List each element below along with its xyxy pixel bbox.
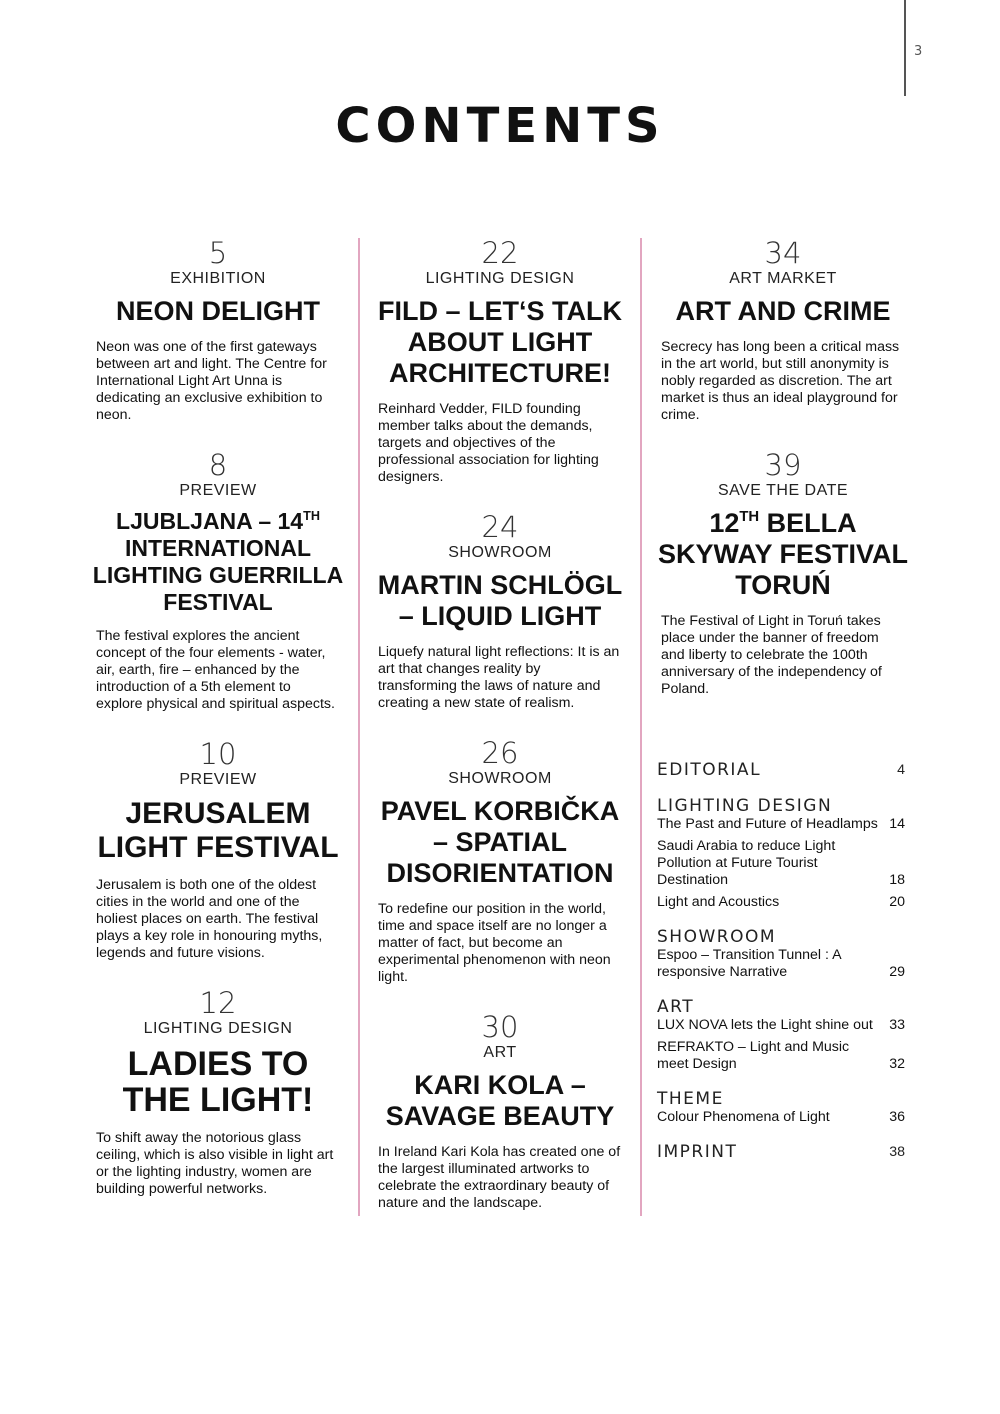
- article-headline[interactable]: FILD – LET‘S TALK ABOUT LIGHT ARCHITECTURE!: [378, 296, 622, 388]
- article-headline[interactable]: [657, 508, 909, 601]
- toc-list: [657, 760, 909, 1178]
- toc-item-title: Espoo – Transition Tunnel : A responsive Narrative: [657, 947, 841, 980]
- article-pavel-korbicka[interactable]: [374, 738, 626, 986]
- article-summary: In Ireland Kari Kola has created one of the largest illuminated artworks to celebrate the extraordinary beauty of nature and the landscape.: [378, 1144, 621, 1211]
- toc-section-art: [657, 997, 909, 1073]
- article-page-number: 24: [481, 510, 519, 544]
- page-title: CONTENTS: [335, 98, 665, 154]
- article-category: ART: [483, 1044, 517, 1061]
- article-kari-kola[interactable]: [374, 1012, 626, 1212]
- article-headline[interactable]: KARI KOLA – SAVAGE BEAUTY: [385, 1070, 615, 1131]
- article-page-number: 30: [481, 1010, 519, 1044]
- headline-superscript: TH: [303, 509, 320, 523]
- toc-item[interactable]: [657, 1039, 909, 1073]
- toc-section-editorial[interactable]: [657, 760, 909, 780]
- article-page-number: 12: [199, 986, 237, 1020]
- toc-page-number: 4: [897, 762, 905, 778]
- article-category: EXHIBITION: [170, 270, 266, 287]
- article-summary: To shift away the notorious glass ceiling, which is also visible in light art or the lighting industry, women are building powerful networks.: [96, 1130, 334, 1197]
- article-headline[interactable]: ART AND CRIME: [675, 296, 891, 326]
- article-headline[interactable]: MARTIN SCHLÖGL – LIQUID LIGHT: [377, 570, 623, 631]
- toc-section-imprint[interactable]: [657, 1142, 909, 1162]
- toc-page-number: 18: [889, 872, 905, 888]
- article-category: SHOWROOM: [448, 544, 552, 561]
- column-right: [657, 238, 909, 698]
- toc-section-label: EDITORIAL: [657, 760, 762, 780]
- toc-section-label: IMPRINT: [657, 1142, 738, 1162]
- column-left: [92, 238, 344, 1198]
- column-divider: [358, 238, 360, 1216]
- article-summary: The festival explores the ancient concept of the four elements - water, air, earth, fire – enhanced by the introduction of a 5th element to explore physical and spiritual aspects.: [96, 628, 335, 712]
- article-summary: Liquefy natural light reflections: It is an art that changes reality by transforming the laws of nature and creating a new state of realism.: [378, 644, 620, 711]
- article-headline[interactable]: JERUSALEM LIGHT FESTIVAL: [97, 797, 339, 864]
- page-number-rule: [904, 0, 906, 96]
- toc-page-number: 36: [889, 1109, 905, 1125]
- article-martin-schloegl[interactable]: [374, 512, 626, 712]
- article-fild[interactable]: [374, 238, 626, 486]
- toc-item[interactable]: [657, 838, 909, 889]
- article-ljubljana[interactable]: [92, 450, 344, 713]
- article-category: PREVIEW: [179, 482, 257, 499]
- article-summary: Reinhard Vedder, FILD founding member talks about the demands, targets and objectives of the professional association for lighting designers.: [378, 401, 599, 485]
- page-number: 3: [914, 44, 923, 59]
- toc-item-title: REFRAKTO – Light and Music meet Design: [657, 1039, 850, 1072]
- article-category: LIGHTING DESIGN: [425, 270, 575, 287]
- toc-page-number: 29: [889, 964, 905, 980]
- toc-section-showroom: [657, 927, 909, 981]
- article-summary: To redefine our position in the world, time and space itself are no longer a matter of fact, but become an experimental phenomenon with neon light.: [378, 901, 611, 985]
- article-page-number: 26: [481, 736, 519, 770]
- headline-part: BELLA SKYWAY FESTIVAL TORUŃ: [657, 508, 909, 600]
- article-category: LIGHTING DESIGN: [143, 1020, 293, 1037]
- article-ladies-to-the-light[interactable]: [92, 988, 344, 1198]
- headline-part: LJUBLJANA – 14: [116, 508, 304, 534]
- toc-section-heading: [657, 760, 909, 780]
- toc-section-heading: ART: [657, 997, 695, 1017]
- toc-item-title: Light and Acoustics: [657, 894, 780, 910]
- article-bella-skyway[interactable]: [657, 450, 909, 698]
- article-summary: Secrecy has long been a critical mass in the art world, but still anonymity is nobly regarded as discretion. The art market is thus an ideal playground for crime.: [661, 339, 900, 423]
- headline-part: INTERNATIONAL LIGHTING GUERRILLA FESTIVAL: [92, 535, 344, 615]
- toc-item[interactable]: [657, 1109, 909, 1126]
- toc-page-number: 20: [889, 894, 905, 910]
- article-category: SAVE THE DATE: [717, 482, 849, 499]
- column-middle: [374, 238, 626, 1212]
- article-headline[interactable]: NEON DELIGHT: [115, 296, 320, 326]
- headline-superscript: TH: [739, 509, 760, 525]
- article-page-number: 34: [764, 236, 802, 270]
- toc-page-number: 33: [889, 1017, 905, 1033]
- toc-item-title: Colour Phenomena of Light: [657, 1109, 830, 1125]
- toc-item[interactable]: [657, 894, 909, 911]
- toc-item[interactable]: [657, 816, 909, 833]
- article-art-and-crime[interactable]: [657, 238, 909, 424]
- article-page-number: 5: [208, 236, 228, 270]
- article-headline[interactable]: [92, 508, 344, 616]
- toc-page-number: 32: [889, 1056, 905, 1072]
- article-page-number: 39: [764, 448, 802, 482]
- article-page-number: 8: [208, 448, 228, 482]
- toc-item[interactable]: [657, 1017, 909, 1034]
- toc-item-title: LUX NOVA lets the Light shine out: [657, 1017, 873, 1033]
- toc-section-lighting-design: [657, 796, 909, 911]
- article-headline[interactable]: PAVEL KORBIČKA – SPATIAL DISORIENTATION: [380, 796, 620, 888]
- column-divider: [640, 238, 642, 1216]
- toc-section-heading: SHOWROOM: [657, 927, 777, 947]
- toc-section-theme: [657, 1089, 909, 1126]
- toc-page-number: 14: [889, 816, 905, 832]
- article-page-number: 10: [199, 737, 237, 771]
- article-category: SHOWROOM: [448, 770, 552, 787]
- toc-section-heading: THEME: [657, 1089, 724, 1109]
- toc-item[interactable]: [657, 947, 909, 981]
- toc-item-title: The Past and Future of Headlamps: [657, 816, 878, 832]
- article-page-number: 22: [481, 236, 519, 270]
- article-summary: Neon was one of the first gateways between art and light. The Centre for International Light Art Unna is dedicating an exclusive exhibition to neon.: [96, 339, 327, 423]
- article-summary: Jerusalem is both one of the oldest cities in the world and one of the holiest places on earth. The festival plays a key role in honouring myths, legends and future visions.: [96, 877, 323, 961]
- article-jerusalem[interactable]: [92, 739, 344, 962]
- article-headline[interactable]: LADIES TO THE LIGHT!: [122, 1045, 314, 1119]
- toc-section-heading: LIGHTING DESIGN: [657, 796, 833, 816]
- article-summary: The Festival of Light in Toruń takes place under the banner of freedom and liberty to celebrate the 100th anniversary of the independency of Poland.: [661, 613, 882, 697]
- toc-section-heading: [657, 1142, 909, 1162]
- article-category: ART MARKET: [729, 270, 837, 287]
- headline-part: 12: [709, 508, 740, 538]
- article-category: PREVIEW: [179, 771, 257, 788]
- toc-page-number: 38: [889, 1144, 905, 1160]
- article-neon-delight[interactable]: [92, 238, 344, 424]
- toc-item-title: Saudi Arabia to reduce Light Pollution at Future Tourist Destination: [657, 838, 836, 888]
